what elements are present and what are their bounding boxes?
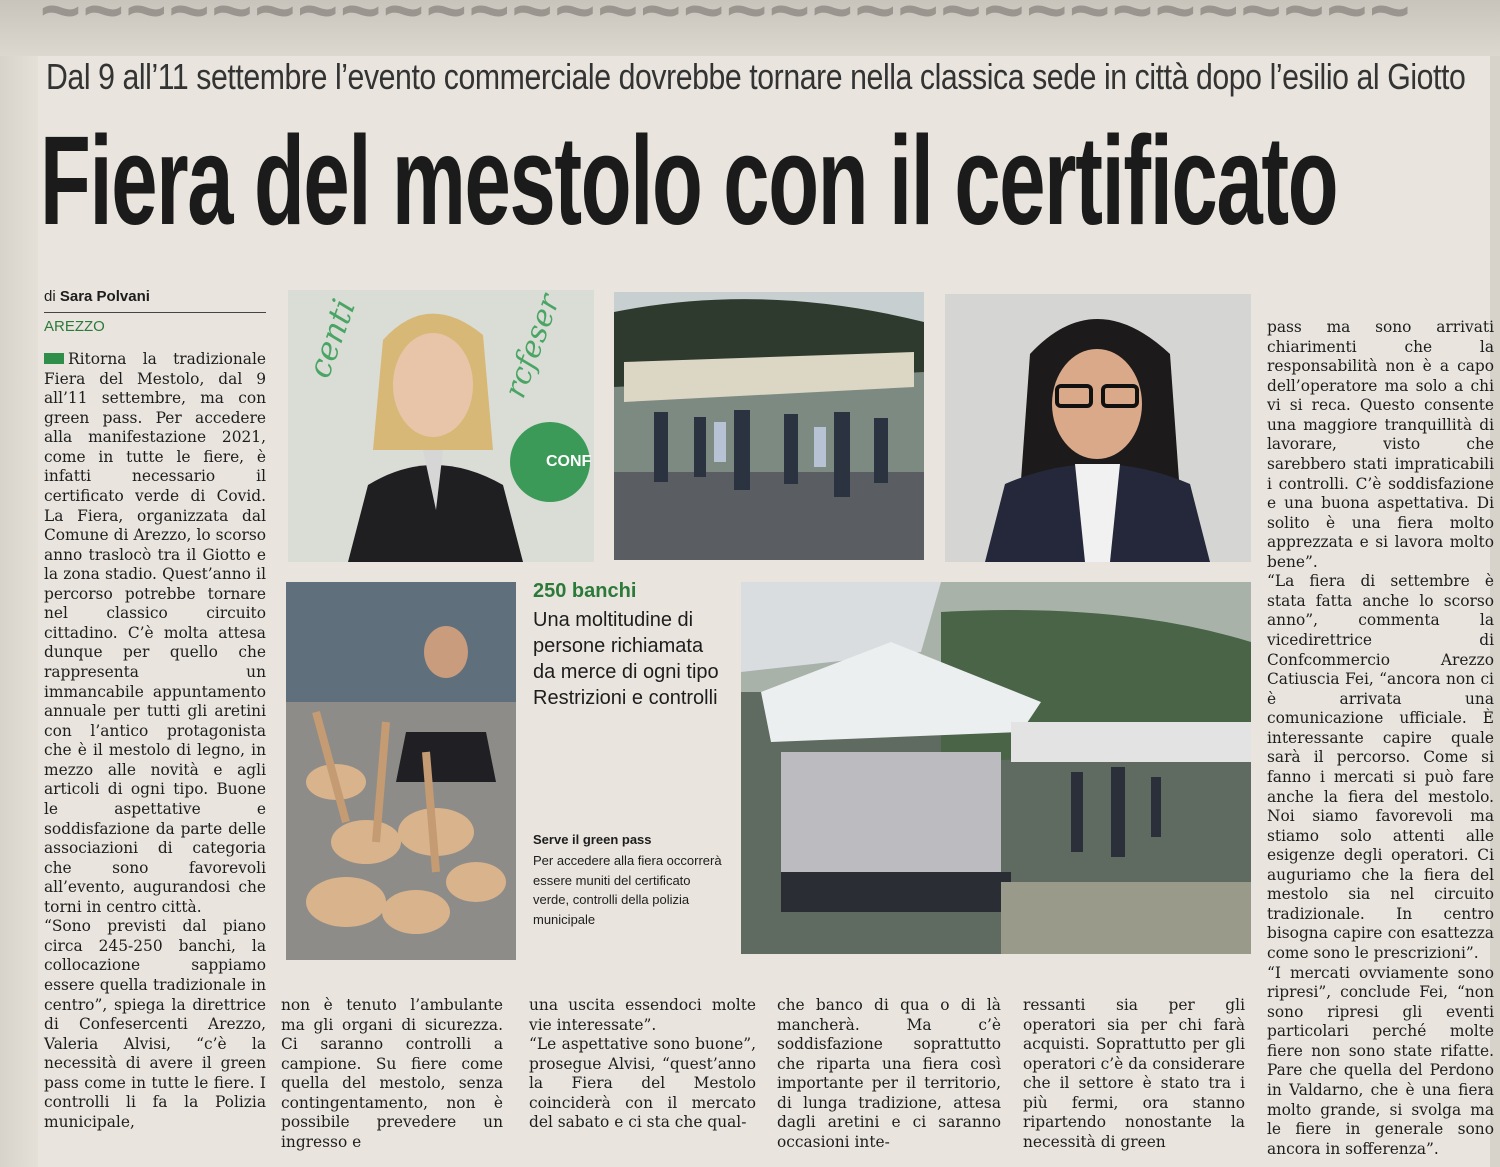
sidebar-kicker: 250 banchi	[533, 580, 637, 602]
byline	[44, 288, 150, 305]
photo-portrait-alvisi	[288, 290, 594, 562]
article-overline: Dal 9 all’11 settembre l’evento commerciale dovrebbe tornare nella classica sede in città dopo l’esilio al Giotto	[46, 56, 1466, 97]
logo-text: CONF	[546, 453, 592, 470]
byline-author: Sara Polvani	[59, 288, 150, 305]
banner-text-left: centi	[299, 294, 364, 383]
text-column-3	[529, 996, 756, 1133]
text-column-4	[777, 996, 1001, 1153]
lead-marker-icon	[44, 353, 64, 364]
paragraph: “La fiera di settembre è stata fatta anche lo scorso anno”, commenta la vicedirettrice di Confcommercio Arezzo Catiuscia Fei, “ancora non ci è arrivata una comunicazione ufficiale. È interessante capire quale sarà il percorso. Come si fanno i mercati si può fare anche la fiera del mestolo. Noi siamo favorevoli ma stiamo solo attenti alle esigenze degli operatori. Ci auguriamo che la fiera del mestolo sia nel circuito tradizionale. In centro bisogna capire con esattezza come sono le prescrizioni”.	[1267, 572, 1494, 962]
dateline: AREZZO	[44, 318, 105, 335]
paragraph: “I mercati ovviamente sono ripresi”, conclude Fei, “non sono ripresi gli eventi particolari perché molte fiere non sono state rifatte. Pare che quella del Perdono in Valdarno, che è una fiera molto grande, si svolga ma le fiere in generale sono ancora in sofferenza”.	[1267, 963, 1494, 1158]
article-headline: Fiera del mestolo con il certificato	[40, 110, 1338, 251]
paragraph: ressanti sia per gli operatori sia per chi farà acquisti. Soprattutto per gli operatori c’è da considerare che il settore è stato tra i più fermi, ora stanno ripartendo nonostante la necessità di green	[1023, 996, 1245, 1151]
banner-text-right: rcfeser	[497, 290, 568, 403]
previous-article-bleed: ~~~~~~~~~~~~~~~~~~~~~~~~~~~~~~~~	[0, 0, 1500, 56]
photo-wooden-ladles	[286, 582, 516, 960]
byline-prefix: di	[44, 288, 56, 305]
paragraph: una uscita essendoci molte vie interessate”.	[529, 996, 756, 1034]
paragraph: “Le aspettative sono buone”, prosegue Alvisi, “quest’anno la Fiera del Mestolo coinciderà con il mercato del sabato e ci sta che qual-	[529, 1035, 756, 1132]
paragraph: pass ma sono arrivati chiarimenti che la responsabilità non è a capo dell’operatore ma solo a chi vi si reca. Questo consente una maggiore tranquillità di lavorare, visto che sarebbero stati impraticabili i controlli. C’è soddisfazione e una buona aspettativa. Di solito è una fiera molto apprezzata e si lavora molto bene”.	[1267, 318, 1494, 571]
photo-market-crowd	[614, 292, 924, 560]
paragraph: che banco di qua o di là mancherà. Ma c’è soddisfazione soprattutto che riparta una fiera così importante per il territorio, di lunga tradizione, attesa dagli aretini e ci saranno occasioni inte-	[777, 996, 1001, 1151]
photo-market-stalls	[741, 582, 1251, 954]
paragraph: “Sono previsti dal piano circa 245-250 banchi, la collocazione sappiamo essere quella tradizionale in centro”, spiega la direttrice di Confesercenti Arezzo, Valeria Alvisi, “c’è la necessità di avere il green pass come in tutte le fiere. I controlli li fa la Polizia municipale,	[44, 917, 266, 1131]
photo-portrait-fei	[945, 294, 1251, 562]
byline-rule	[44, 312, 266, 313]
sidebar-deck: Una moltitudine di persone richiamata da merce di ogni tipo Restrizioni e controlli	[533, 609, 719, 709]
paragraph-lead: Ritorna la tradizionale Fiera del Mestolo, dal 9 all’11 settembre, ma con green pass. Per accedere alla manifestazione 2021, come in tutte le fiere, è infatti necessario il certificato verde di Covid. La Fiera, organizzata dal Comune di Arezzo, lo scorso anno traslocò tra il Giotto e la zona stadio. Quest’anno il percorso potrebbe tornare nel classico circuito cittadino. C’è molta attesa dunque per quello che rappresenta un immancabile appuntamento annuale per tutti gli aretini con l’antico protagonista che è il mestolo di legno, in mezzo alle novità e agli articoli di ogni tipo. Buone le aspettative e soddisfazione da parte delle associazioni di categoria che sono favorevoli all’evento, augurandosi che torni in centro città.	[44, 350, 266, 916]
left-page-edge	[0, 56, 38, 1167]
text-column-1	[44, 350, 266, 1133]
text-column-5	[1023, 996, 1245, 1153]
text-column-2	[281, 996, 503, 1153]
text-column-6	[1267, 318, 1494, 1159]
paragraph: non è tenuto l’ambulante ma gli organi di sicurezza. Ci saranno controlli a campione. Su fiere come quella del mestolo, senza contingentamento, non è possibile prevedere un ingresso e	[281, 996, 503, 1151]
sidebar-note-title: Serve il green pass	[533, 832, 652, 847]
sidebar-note: Per accedere alla fiera occorrerà essere muniti del certificato verde, controlli della polizia municipale	[533, 853, 722, 927]
